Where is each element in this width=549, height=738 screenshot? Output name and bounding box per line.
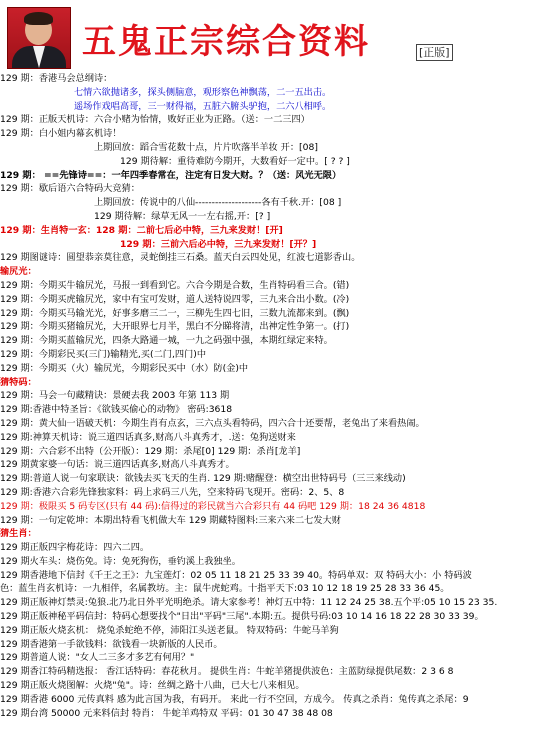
content-line: 129 期：生肖特一玄：128 期：二前七后必中特，三九来发财！[开] xyxy=(0,224,283,236)
avatar-hair xyxy=(24,12,53,25)
content-line: 色：蓝生肖玄机诗：一九相伴，名属教坊。主：鼠牛虎蛇鸡。十指平天下:03 10 12 18 19 25 28 33 36 45。 xyxy=(0,583,450,595)
content-line: 129 期正版神秘平码信封：特码心想要找个"日出"平码"三尾".本期:五。提供号码:03 10 14 16 18 22 28 30 33 39。 xyxy=(0,611,484,623)
content-line: 129 期图谜诗：圆望恭亲莫往意，灵蛇倒挂三石桑。蓝天白云四处见，红波七道影香山。 xyxy=(0,252,361,264)
page-header xyxy=(0,0,549,72)
content-line: 129 期香港 6000 元传真料 感为此言国为我，有码开。 来此一行不空回，方成今。 传真之杀肖：兔传真之杀尾：9 xyxy=(0,693,469,705)
content-line: 129 期正版火烧图解：火烧"兔"。诗：丝绸之路十八曲，已大七八来相见。 xyxy=(0,680,305,692)
content-line: 输尻光： xyxy=(0,266,37,278)
content-line: 129 期：六合彩不出特（公开版）：129 期：杀尾[0] 129 期：杀肖[龙羊] xyxy=(0,445,301,457)
content-line: 129 期：今期买蓝输尻光，四条大路通一城，一九之码强中强，本期红绿定来特。 xyxy=(0,335,333,347)
content-line: 129 期普道人说："女人二三多才多艺有何用？" xyxy=(0,652,195,664)
content-line: 129 期香江特码精选报： 香江话特码：春花秋月。 提供生肖：牛蛇羊猪提供波色：主蓝防绿提供尾数：2 3 6 8 xyxy=(0,666,454,678)
content-line: 129 期黄家婆一句话：说三道四话真多,财高八斗真秀才。 xyxy=(0,459,235,471)
content-line: 猜生肖： xyxy=(0,528,37,540)
content-line: 129 期：今期彩民买(三门)输精光,买(二门,四门)中 xyxy=(0,348,207,360)
content-line: 129 期：三前六后必中特，三九来发财！[开？] xyxy=(120,238,317,250)
content-line: 129 期：白小姐内幕玄机诗！ xyxy=(0,128,122,140)
content-line: 129 期正版四字梅花诗：四六二四。 xyxy=(0,542,150,554)
content-line: 七情六欲抛诸多，探头侧脑意，观形察色神飘荡，二一五出击。 xyxy=(74,86,332,98)
content-line: 129 期： ==先锋诗==：一年四季春常在，注定有日发大财。？（送：风光无限） xyxy=(0,169,342,181)
content-line: 129 期：极限买 5 码专区(只有 44 码):信得过的彩民就当六合彩只有 44 码吧 129 期：18 24 36 4818 xyxy=(0,500,426,512)
content-line: 129 期：今期买虎输尻光，家中有宝可发财，道人送特说四零，三九来合出小数。(冷) xyxy=(0,293,350,305)
content-line: 129 期香港第一手欲钱料：欲钱看一块新版的人民币。 xyxy=(0,638,223,650)
content-line: 129 期香港地下信封《千王之王》：九宝莲灯：02 05 11 18 21 25 33 39 40。特码单双：双 特码大小：小 特码波 xyxy=(0,569,472,581)
page-title: 五鬼正宗综合资料 xyxy=(82,22,370,62)
content-line: 129 期：香港马会总纲诗： xyxy=(0,73,113,84)
content-line: 129 期待解：重待难防今期开，大数看好一定中。[ ? ? ] xyxy=(120,155,350,167)
content-line: 129 期：歇后语六合特码大竞猜： xyxy=(0,183,140,195)
content-line: 上期回放：蹈合雪花数十点，片片吹落半羊妆 开：[08] xyxy=(94,141,318,153)
avatar xyxy=(7,7,71,69)
content-line: 129 期：今期买（火）输尻光，今期彩民买中（水）防(金)中 xyxy=(0,362,249,374)
content-line: 129 期：黄大仙一语破天机：今期生肖有点玄，三六点头看特码，四六合十还要帮，老兔出了来看热闹。 xyxy=(0,417,425,429)
edition-badge: [正版] xyxy=(416,44,453,61)
content-line: 129 期:普道人说一句家联诀：欲钱去买飞天的生肖. 129 期:赌醒登：横空出世特码号（三三来线动) xyxy=(0,473,406,485)
content-line: 129 期：今期买猪输尻光，大开眼界七月半，黑白不分睇将清，出神定性争第一。(打) xyxy=(0,321,350,333)
content-body xyxy=(0,72,549,720)
content-line: 129 期：马会一句藏精诀：景硬去我 2003 年第 113 期 xyxy=(0,390,230,402)
content-line: 129 期火车头：烧伤免。诗：免死狗伤，垂钓溪上我独坐。 xyxy=(0,555,241,567)
content-line: 129 期待解：绿草无风一一左右摇,开：[? ] xyxy=(94,210,271,222)
content-line: 129 期:神算天机诗：说三道四话真多,财高八斗真秀才，.送：兔狗送财来 xyxy=(0,431,296,443)
content-line: 遥场作戏唱高哥，三一财得福，五脏六腑头驴抱，二六八相呼。 xyxy=(74,100,332,112)
content-line: 129 期台湾 50000 元来料信封 特肖： 牛蛇羊鸡特双 平码：01 30 47 38 48 08 xyxy=(0,707,333,719)
content-line: 129 期正版火烧玄机： 烧兔杀蛇绝不停，沛阳江头送老鼠。 特双特码：牛蛇马羊狗 xyxy=(0,624,339,636)
content-line: 129 期：今期买牛输尻光，马报一到看到它。六合今期是合数，生肖特码看三合。(错) xyxy=(0,279,350,291)
content-line: 129 期:香港中特圣旨：《欲钱买偷心的动物》 密码:3618 xyxy=(0,404,233,416)
content-line: 猜特码： xyxy=(0,376,37,388)
content-line: 129 期正版神灯禁灵:兔狼.北乃北日外平光明绝杀。请大家参考！神灯五中特：11 12 24 25 38.五个平:05 10 15 23 35. xyxy=(0,597,498,609)
content-line: 上期回放：传说中的八仙--------------------各有千秋.开：[08 ] xyxy=(94,197,342,209)
content-line: 129 期：一句定乾坤：本期出特看飞机做大车 129 期藏特图料:三来六来二七发大财 xyxy=(0,514,341,526)
content-line: 129 期：今期买马输光光，好事多磨三二一，三柳先生四七旧，三数九流都来到。(飘) xyxy=(0,307,350,319)
content-line: 129 期:香港六合彩先锋独家料：码上求码三八先，空来特码飞现开。密码：2、5、8 xyxy=(0,486,345,498)
content-line: 129 期：正版天机诗：六合小赌为怡情，败好正业为正路。（送：一二三四） xyxy=(0,114,310,126)
